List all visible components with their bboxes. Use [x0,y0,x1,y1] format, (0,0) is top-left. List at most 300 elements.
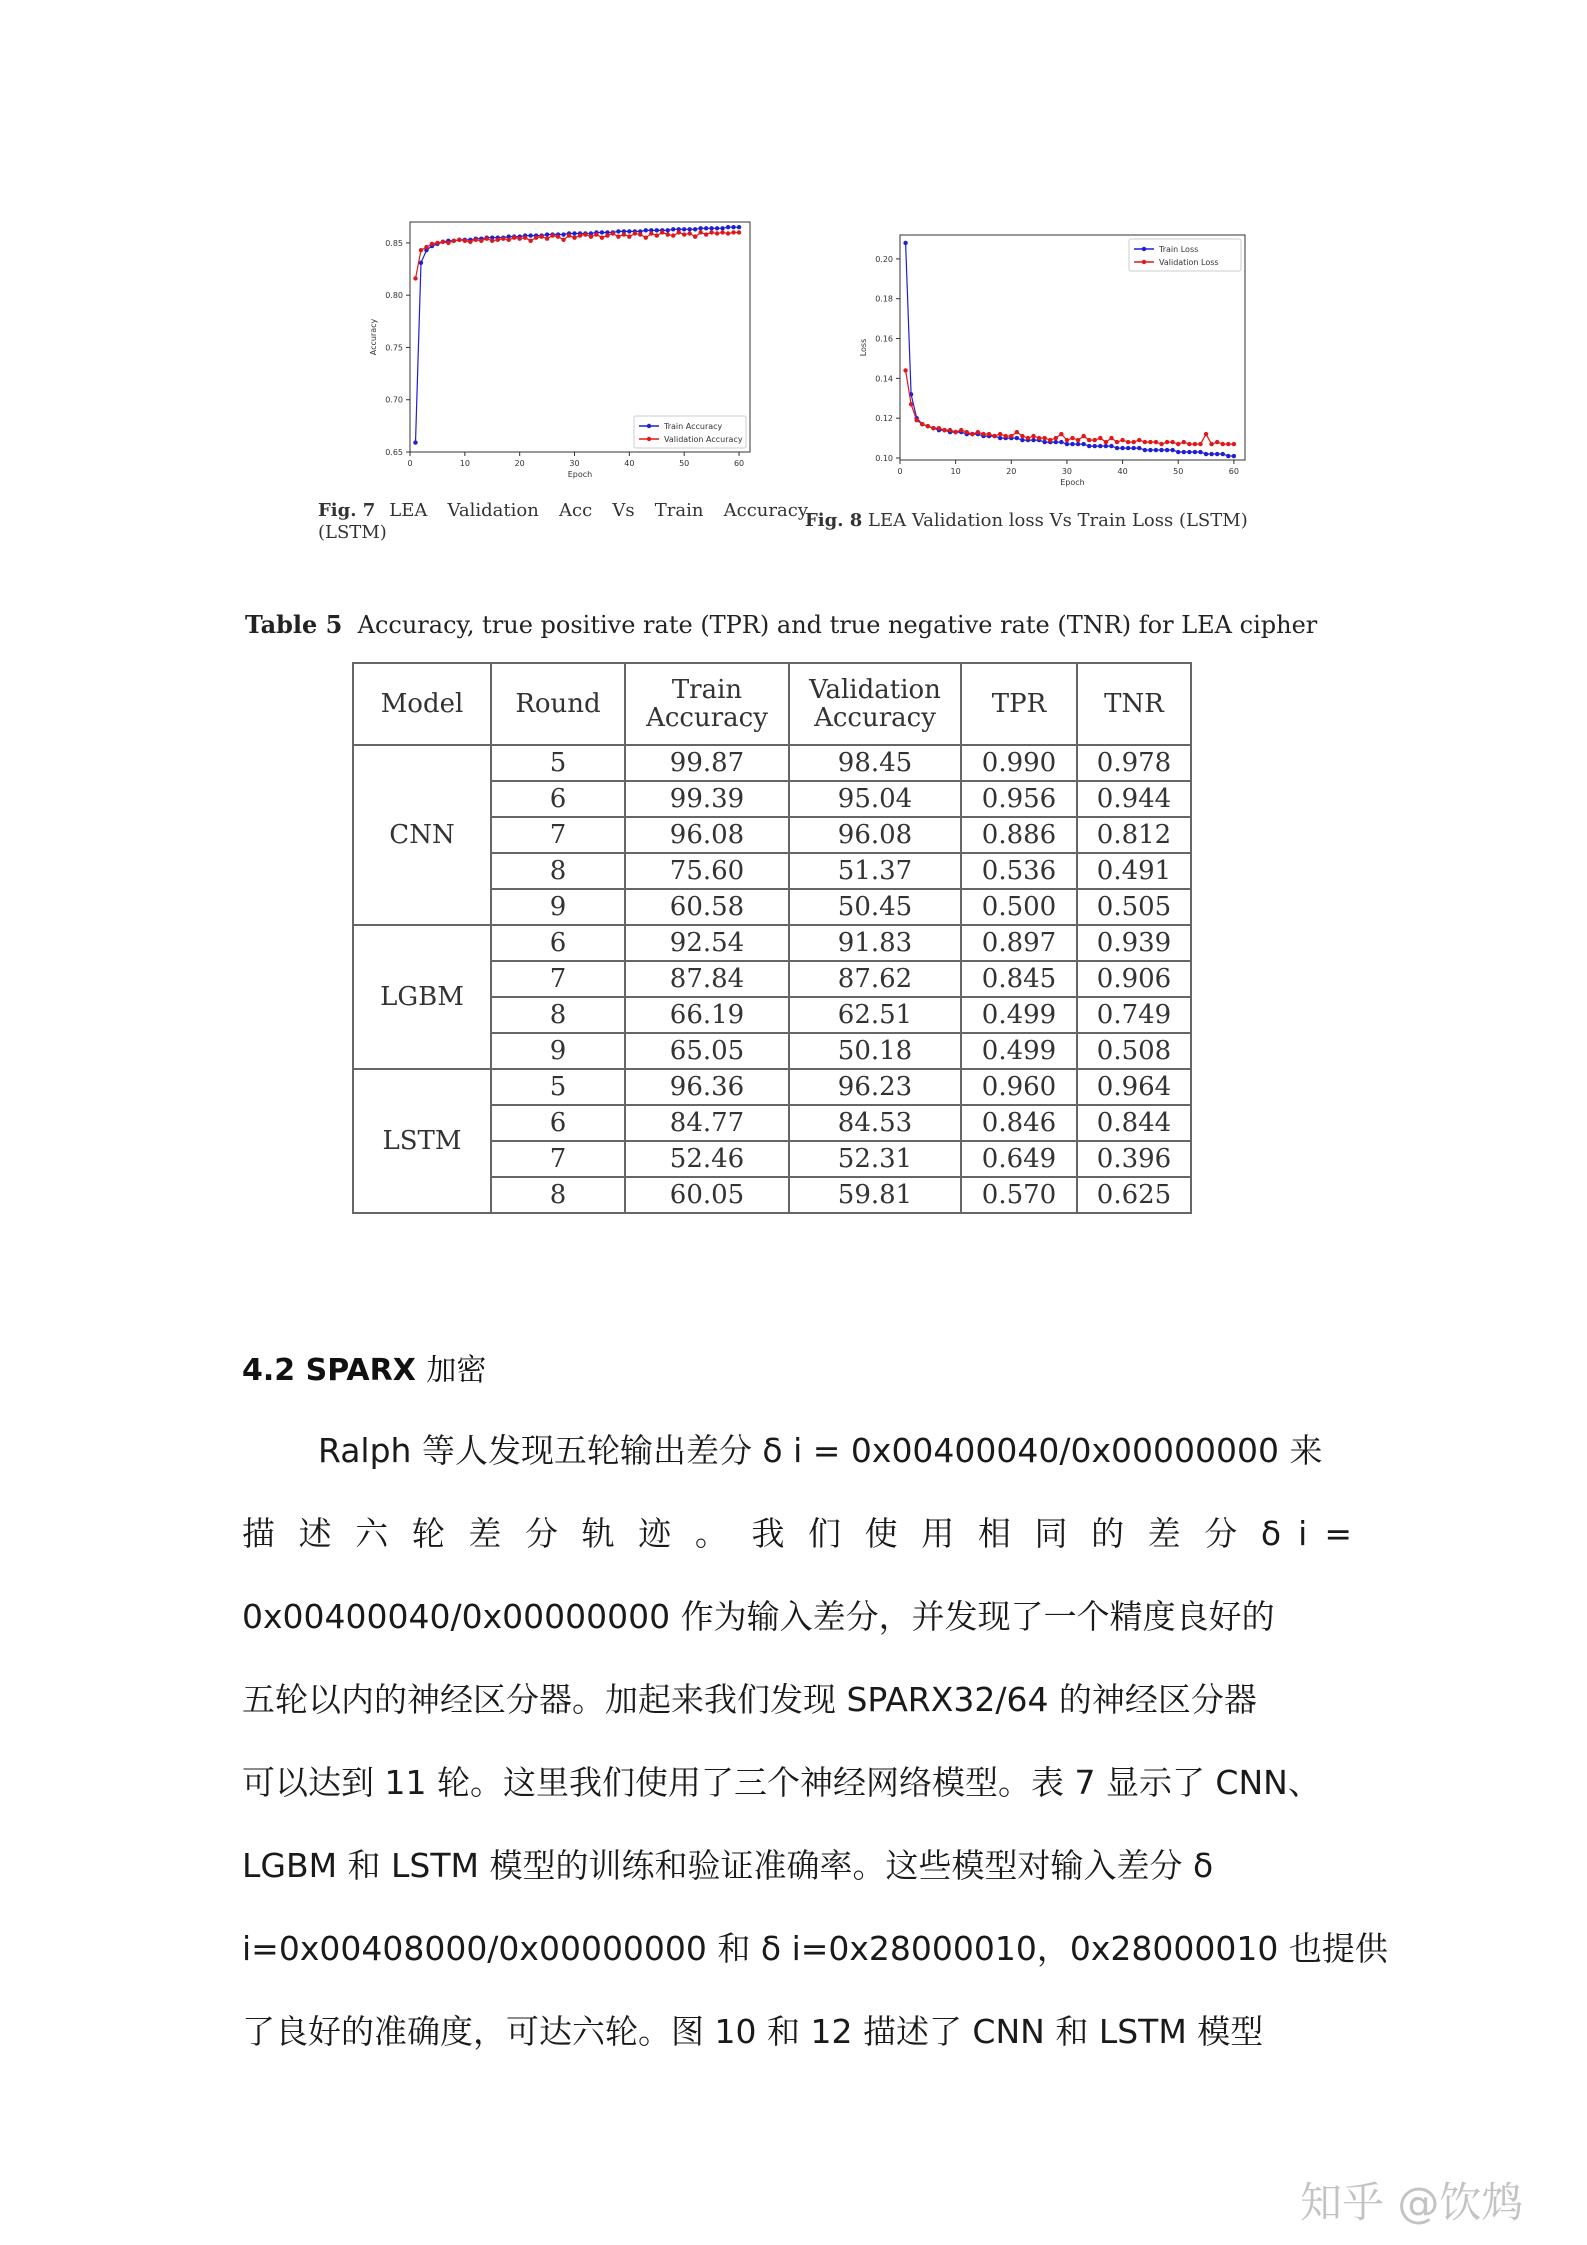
data-point [589,234,593,238]
data-point [1081,434,1085,438]
train-cell: 65.05 [625,1033,789,1069]
paragraph-line: 0x00400040/0x00000000 作为输入差分，并发现了一个精度良好的 [242,1597,1275,1636]
data-point [616,234,620,238]
data-point [720,230,724,234]
header-val-line1: Validation [809,675,941,705]
data-point [523,235,527,239]
data-point [1232,454,1236,458]
header-train-accuracy [625,663,789,745]
data-point [682,232,686,236]
legend-label: Validation Loss [1159,258,1219,267]
data-point [517,237,521,241]
data-point [693,227,697,231]
data-point [726,231,730,235]
data-point [731,225,735,229]
data-point [948,428,952,432]
data-point [715,231,719,235]
data-point [463,239,467,243]
figure-7-caption-cont: (LSTM) [318,522,387,543]
data-point [435,241,439,245]
data-point [528,233,532,237]
data-point [539,234,543,238]
y-tick-label: 0.85 [385,238,403,248]
figure-8-caption [805,510,1248,531]
data-point [959,428,963,432]
x-tick-label: 0 [897,467,903,476]
data-point [909,402,913,406]
data-point [1226,454,1230,458]
series-line [906,243,1234,456]
val-cell: 62.51 [789,997,961,1033]
data-point [1120,438,1124,442]
data-point [655,228,659,232]
data-point [600,235,604,239]
data-point [1226,442,1230,446]
train-cell: 96.36 [625,1069,789,1105]
val-cell: 51.37 [789,853,961,889]
data-point [1187,442,1191,446]
data-point [1159,442,1163,446]
train-cell: 99.39 [625,781,789,817]
data-point [1065,438,1069,442]
data-point [1015,436,1019,440]
val-cell: 87.62 [789,961,961,997]
train-cell: 99.87 [625,745,789,781]
data-point [550,233,554,237]
data-point [1031,438,1035,442]
data-point [1076,438,1080,442]
tnr-cell: 0.944 [1077,781,1191,817]
data-point [1020,438,1024,442]
data-point [992,434,996,438]
data-point [682,227,686,231]
data-point [1115,440,1119,444]
data-point [998,432,1002,436]
data-point [1159,448,1163,452]
data-point [594,232,598,236]
data-point [441,240,445,244]
model-cell: LGBM [353,925,491,1069]
accuracy-chart-svg [350,210,790,490]
data-point [965,430,969,434]
val-cell: 52.31 [789,1141,961,1177]
data-point [638,232,642,236]
tpr-cell: 0.886 [961,817,1077,853]
x-tick-label: 30 [569,459,580,468]
tpr-cell: 0.990 [961,745,1077,781]
data-point [496,238,500,242]
data-point [931,426,935,430]
round-cell: 8 [491,1177,625,1213]
data-point [1132,440,1136,444]
train-cell: 75.60 [625,853,789,889]
data-point [1143,448,1147,452]
y-tick-label: 0.80 [385,291,403,301]
data-point [1165,448,1169,452]
paragraph-line: 了良好的准确度，可达六轮。图 10 和 12 描述了 CNN 和 LSTM 模型 [242,2012,1264,2051]
figure-8-loss-chart [840,225,1280,500]
val-cell: 98.45 [789,745,961,781]
round-cell: 5 [491,745,625,781]
x-tick-label: 60 [733,459,745,468]
data-point [726,225,730,229]
data-point [419,248,423,252]
data-point [528,239,532,243]
data-point [485,237,489,241]
x-tick-label: 50 [1173,467,1184,476]
data-point [976,430,980,434]
data-point [666,232,670,236]
data-point [1037,436,1041,440]
table-row [353,745,1191,781]
data-point [671,227,675,231]
data-point [474,238,478,242]
data-point [1154,440,1158,444]
paragraph-line: 五轮以内的神经区分器。加起来我们发现 SPARX32/64 的神经区分器 [242,1680,1257,1719]
data-point [1081,442,1085,446]
paragraph-line: i=0x00408000/0x00000000 和 δ i=0x28000010，0x28000010 也提供 [242,1929,1388,1968]
x-tick-label: 20 [514,459,525,468]
tnr-cell: 0.396 [1077,1141,1191,1177]
round-cell: 7 [491,961,625,997]
data-point [545,237,549,241]
val-cell: 50.45 [789,889,961,925]
data-point [556,234,560,238]
data-point [970,432,974,436]
data-point [709,230,713,234]
data-point [567,233,571,237]
figure-7-label: Fig. 7 [318,500,376,521]
legend-label: Validation Accuracy [664,435,743,444]
series-line [416,227,740,442]
round-cell: 8 [491,997,625,1033]
figure-7-caption [318,500,808,544]
data-point [468,240,472,244]
model-cell: LSTM [353,1069,491,1213]
legend-marker [647,424,651,428]
data-point [660,230,664,234]
val-cell: 96.08 [789,817,961,853]
table-5-caption-text: Accuracy, true positive rate (TPR) and true negative rate (TNR) for LEA cipher [357,611,1318,639]
data-point [1059,432,1063,436]
data-point [1182,440,1186,444]
header-val-line2: Accuracy [814,703,936,733]
data-point [1042,440,1046,444]
data-point [1009,434,1013,438]
data-point [616,229,620,233]
table-row [353,1069,1191,1105]
data-point [633,231,637,235]
header-tnr: TNR [1077,663,1191,745]
val-cell: 50.18 [789,1033,961,1069]
data-point [1198,450,1202,454]
round-cell: 9 [491,889,625,925]
table-row [353,925,1191,961]
data-point [1065,442,1069,446]
data-point [649,231,653,235]
data-point [611,231,615,235]
data-point [704,226,708,230]
legend-marker [1142,260,1146,264]
round-cell: 6 [491,925,625,961]
data-point [903,241,907,245]
data-point [622,232,626,236]
data-point [1026,436,1030,440]
data-point [655,233,659,237]
data-point [926,424,930,428]
data-point [1098,436,1102,440]
data-point [490,239,494,243]
paragraph-line: LGBM 和 LSTM 模型的训练和验证准确率。这些模型对输入差分 δ [242,1846,1214,1885]
table-5-label: Table 5 [245,610,343,639]
train-cell: 66.19 [625,997,789,1033]
data-point [698,230,702,234]
x-tick-label: 40 [624,459,635,468]
data-point [1020,434,1024,438]
data-point [1148,440,1152,444]
data-point [1087,438,1091,442]
paragraph-line: 描 述 六 轮 差 分 轨 迹 。 我 们 使 用 相 同 的 差 分 δ i = [242,1514,1352,1553]
train-cell: 60.05 [625,1177,789,1213]
y-tick-label: 0.14 [875,374,893,384]
data-point [452,239,456,243]
round-cell: 6 [491,781,625,817]
table-body [353,745,1191,1213]
data-point [1126,440,1130,444]
data-point [1204,432,1208,436]
x-tick-label: 60 [1228,467,1239,476]
data-point [424,245,428,249]
data-point [1143,440,1147,444]
y-tick-label: 0.16 [875,334,893,344]
data-point [1193,450,1197,454]
data-point [1187,450,1191,454]
figure-7-accuracy-chart [350,210,790,490]
paragraph-line: Ralph 等人发现五轮输出差分 δ i = 0x00400040/0x00000000 来 [318,1431,1323,1470]
data-point [1098,444,1102,448]
x-tick-label: 10 [950,467,961,476]
data-point [987,432,991,436]
data-point [937,426,941,430]
val-cell: 95.04 [789,781,961,817]
data-point [1076,442,1080,446]
data-point [1015,430,1019,434]
data-point [561,232,565,236]
data-point [1109,436,1113,440]
data-point [1104,440,1108,444]
data-point [600,230,604,234]
data-point [1221,442,1225,446]
train-cell: 60.58 [625,889,789,925]
tpr-cell: 0.846 [961,1105,1077,1141]
x-tick-label: 20 [1006,467,1017,476]
data-point [1215,452,1219,456]
header-validation-accuracy [789,663,961,745]
tnr-cell: 0.964 [1077,1069,1191,1105]
data-point [1070,436,1074,440]
section-heading [242,1345,486,1389]
y-tick-label: 0.75 [385,343,403,353]
data-point [1109,444,1113,448]
data-point [1215,440,1219,444]
legend-marker [647,437,651,441]
data-point [1204,452,1208,456]
watermark: 知乎 @饮鸩 [1300,2178,1524,2227]
loss-chart-svg [840,225,1280,500]
data-point [545,232,549,236]
data-point [677,230,681,234]
paragraph-line: 可以达到 11 轮。这里我们使用了三个神经网络模型。表 7 显示了 CNN、 [242,1763,1321,1802]
data-point [572,235,576,239]
data-point [1182,450,1186,454]
data-point [1093,444,1097,448]
round-cell: 7 [491,1141,625,1177]
tpr-cell: 0.960 [961,1069,1077,1105]
data-point [1070,442,1074,446]
y-tick-label: 0.20 [875,254,893,264]
y-tick-label: 0.65 [385,448,403,457]
tnr-cell: 0.844 [1077,1105,1191,1141]
train-cell: 87.84 [625,961,789,997]
round-cell: 7 [491,817,625,853]
data-point [1154,448,1158,452]
train-cell: 84.77 [625,1105,789,1141]
x-tick-label: 0 [407,459,413,468]
data-point [534,235,538,239]
data-point [1031,434,1035,438]
data-point [687,227,691,231]
data-point [457,238,461,242]
data-point [605,233,609,237]
data-point [693,234,697,238]
legend-label: Train Loss [1159,245,1199,254]
data-point [627,234,631,238]
data-point [1198,442,1202,446]
data-point [720,226,724,230]
tnr-cell: 0.812 [1077,817,1191,853]
data-point [1176,442,1180,446]
tnr-cell: 0.978 [1077,745,1191,781]
data-point [1059,440,1063,444]
data-point [413,276,417,280]
x-tick-label: 10 [459,459,470,468]
data-point [501,237,505,241]
y-tick-label: 0.70 [385,395,403,405]
data-point [1048,438,1052,442]
tpr-cell: 0.649 [961,1141,1077,1177]
x-axis-label: Epoch [1060,478,1085,487]
data-point [430,242,434,246]
data-point [1170,448,1174,452]
data-point [737,230,741,234]
data-point [1004,434,1008,438]
data-point [715,226,719,230]
data-point [1209,442,1213,446]
data-point [914,418,918,422]
train-cell: 52.46 [625,1141,789,1177]
data-point [1120,446,1124,450]
tnr-cell: 0.505 [1077,889,1191,925]
data-point [1221,452,1225,456]
data-point [981,432,985,436]
data-point [561,238,565,242]
round-cell: 9 [491,1033,625,1069]
tpr-cell: 0.499 [961,1033,1077,1069]
x-tick-label: 40 [1117,467,1128,476]
y-tick-label: 0.12 [875,414,893,424]
data-point [627,229,631,233]
data-point [1165,440,1169,444]
data-point [1104,444,1108,448]
y-tick-label: 0.10 [875,454,893,464]
tpr-cell: 0.570 [961,1177,1077,1213]
data-point [687,231,691,235]
section-title: 加密 [426,1353,487,1388]
table-5-caption [245,610,1317,639]
figure-8-caption-text: LEA Validation loss Vs Train Loss (LSTM) [868,510,1248,531]
x-tick-label: 50 [679,459,690,468]
data-point [1087,444,1091,448]
tpr-cell: 0.956 [961,781,1077,817]
data-point [1126,446,1130,450]
data-point [1093,438,1097,442]
header-round: Round [491,663,625,745]
data-point [737,225,741,229]
data-point [953,430,957,434]
tpr-cell: 0.500 [961,889,1077,925]
tnr-cell: 0.939 [1077,925,1191,961]
figure-7-caption-text: LEA Validation Acc Vs Train Accuracy [389,500,808,521]
results-table [352,662,1192,1214]
y-tick-label: 0.18 [875,294,893,304]
data-point [1115,446,1119,450]
header-train-line1: Train [671,675,743,705]
tnr-cell: 0.491 [1077,853,1191,889]
data-point [1042,436,1046,440]
data-point [512,235,516,239]
round-cell: 8 [491,853,625,889]
data-point [942,428,946,432]
data-point [583,232,587,236]
x-axis-label: Epoch [567,470,593,479]
data-point [1193,442,1197,446]
data-point [920,422,924,426]
data-point [578,233,582,237]
data-point [1232,442,1236,446]
data-point [704,232,708,236]
tpr-cell: 0.499 [961,997,1077,1033]
val-cell: 59.81 [789,1177,961,1213]
data-point [671,233,675,237]
table-header-row [353,663,1191,745]
val-cell: 84.53 [789,1105,961,1141]
y-axis-label: Loss [859,338,868,357]
header-train-line2: Accuracy [646,703,768,733]
data-point [1148,448,1152,452]
data-point [644,235,648,239]
data-point [1170,440,1174,444]
data-point [1209,452,1213,456]
data-point [1137,446,1141,450]
tpr-cell: 0.845 [961,961,1077,997]
header-model: Model [353,663,491,745]
tnr-cell: 0.749 [1077,997,1191,1033]
data-point [413,440,417,444]
data-point [1176,450,1180,454]
data-point [709,226,713,230]
tnr-cell: 0.906 [1077,961,1191,997]
data-point [1137,438,1141,442]
